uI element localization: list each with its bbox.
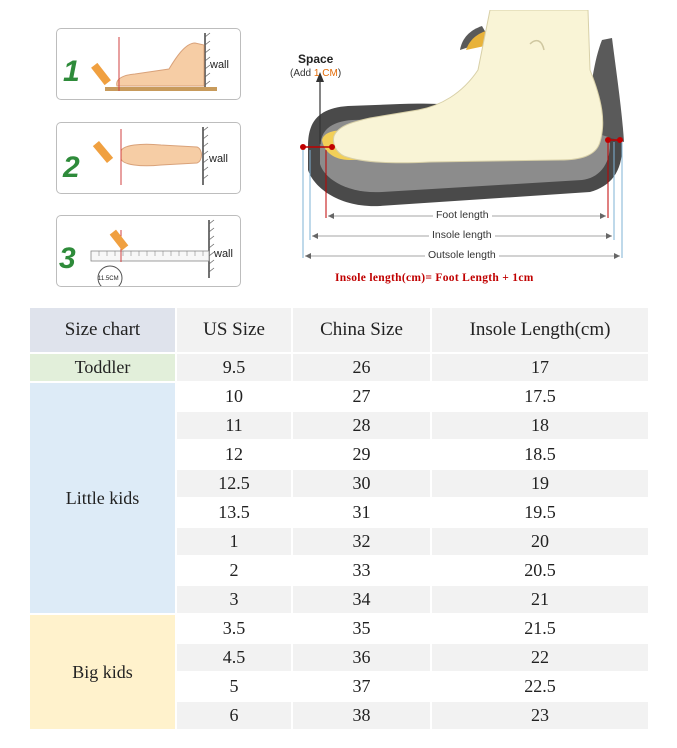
china-size-cell: 32	[293, 528, 430, 555]
china-size-cell: 36	[293, 644, 430, 671]
insole-length-label: Insole length	[429, 229, 495, 241]
insole-length-cell: 19	[432, 470, 648, 497]
wall-label: wall	[210, 59, 229, 71]
china-size-cell: 30	[293, 470, 430, 497]
us-size-cell: 12	[177, 441, 291, 468]
shoe-foot-diagram	[290, 10, 635, 290]
add-suffix: )	[337, 68, 342, 79]
us-size-cell: 3.5	[177, 615, 291, 642]
group-label-big-kids: Big kids	[30, 615, 175, 729]
us-size-cell: 1	[177, 528, 291, 555]
insole-length-cell: 18	[432, 412, 648, 439]
insole-length-cell: 17	[432, 354, 648, 381]
insole-length-cell: 18.5	[432, 441, 648, 468]
insole-length-cell: 21	[432, 586, 648, 613]
us-size-cell: 4.5	[177, 644, 291, 671]
foot-length-label: Foot length	[433, 209, 492, 221]
step-2-panel	[56, 122, 241, 194]
add-prefix: (Add	[290, 68, 314, 79]
us-size-cell: 9.5	[177, 354, 291, 381]
step-number: 2	[63, 151, 80, 184]
wall-label: wall	[209, 153, 228, 165]
us-size-cell: 3	[177, 586, 291, 613]
add-value: 1 CM	[313, 68, 338, 79]
us-size-cell: 6	[177, 702, 291, 729]
china-size-cell: 38	[293, 702, 430, 729]
insole-length-cell: 19.5	[432, 499, 648, 526]
insole-formula: Insole length(cm)= Foot Length + 1cm	[335, 272, 534, 284]
china-size-cell: 31	[293, 499, 430, 526]
china-size-cell: 26	[293, 354, 430, 381]
wall-label: wall	[214, 248, 233, 260]
step-3-panel	[56, 215, 241, 287]
china-size-cell: 33	[293, 557, 430, 584]
step-1-panel	[56, 28, 241, 100]
china-size-cell: 34	[293, 586, 430, 613]
us-size-cell: 10	[177, 383, 291, 410]
header-insole-length: Insole Length(cm)	[432, 308, 648, 352]
group-label-toddler: Toddler	[30, 354, 175, 381]
china-size-cell: 27	[293, 383, 430, 410]
table-row	[30, 354, 648, 381]
insole-length-cell: 22	[432, 644, 648, 671]
china-size-cell: 35	[293, 615, 430, 642]
us-size-cell: 13.5	[177, 499, 291, 526]
us-size-cell: 5	[177, 673, 291, 700]
insole-length-cell: 22.5	[432, 673, 648, 700]
table-row	[30, 615, 648, 642]
table-header-row	[30, 308, 648, 352]
ruler-mark-label: 11.5CM	[98, 276, 119, 282]
insole-length-cell: 20	[432, 528, 648, 555]
size-chart-table	[28, 306, 650, 731]
header-china-size: China Size	[293, 308, 430, 352]
us-size-cell: 2	[177, 557, 291, 584]
header-us-size: US Size	[177, 308, 291, 352]
china-size-cell: 28	[293, 412, 430, 439]
insole-length-cell: 20.5	[432, 557, 648, 584]
step-number: 1	[63, 55, 80, 88]
china-size-cell: 29	[293, 441, 430, 468]
us-size-cell: 11	[177, 412, 291, 439]
china-size-cell: 37	[293, 673, 430, 700]
us-size-cell: 12.5	[177, 470, 291, 497]
insole-length-cell: 23	[432, 702, 648, 729]
space-label: Space	[298, 52, 334, 66]
insole-length-cell: 17.5	[432, 383, 648, 410]
group-label-little-kids: Little kids	[30, 383, 175, 613]
outsole-length-label: Outsole length	[425, 249, 499, 261]
add-space-label	[290, 68, 341, 79]
table-row	[30, 383, 648, 410]
header-size-chart: Size chart	[30, 308, 175, 352]
insole-length-cell: 21.5	[432, 615, 648, 642]
step-number: 3	[59, 242, 76, 275]
